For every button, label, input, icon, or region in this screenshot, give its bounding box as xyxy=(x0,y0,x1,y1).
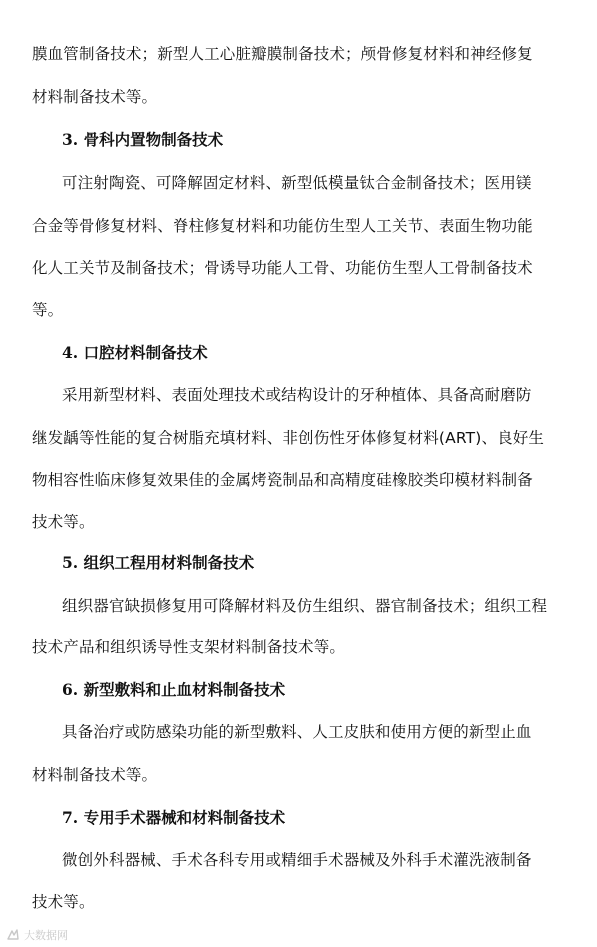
paragraph-line: 继发龋等性能的复合树脂充填材料、非创伤性牙体修复材料(ART)、良好生 xyxy=(32,429,545,447)
paragraph-line: 化人工关节及制备技术；骨诱导功能人工骨、功能仿生型人工骨制备技术 xyxy=(32,259,533,277)
watermark xyxy=(6,926,68,944)
paragraph-line: 材料制备技术等。 xyxy=(32,766,158,784)
section-heading-7: 7. 专用手术器械和材料制备技术 xyxy=(62,808,286,827)
section-heading-3: 3. 骨科内置物制备技术 xyxy=(62,130,224,149)
paragraph-line: 合金等骨修复材料、脊柱修复材料和功能仿生型人工关节、表面生物功能 xyxy=(32,217,533,235)
paragraph-line: 技术产品和组织诱导性支架材料制备技术等。 xyxy=(32,638,346,656)
paragraph-line: 膜血管制备技术；新型人工心脏瓣膜制备技术；颅骨修复材料和神经修复 xyxy=(32,45,533,63)
paragraph-line: 采用新型材料、表面处理技术或结构设计的牙种植体、具备高耐磨防 xyxy=(62,386,532,404)
section-heading-6: 6. 新型敷料和止血材料制备技术 xyxy=(62,680,286,699)
section-heading-4: 4. 口腔材料制备技术 xyxy=(62,343,208,362)
paragraph-line: 组织器官缺损修复用可降解材料及仿生组织、器官制备技术；组织工程 xyxy=(62,597,548,615)
paragraph-line: 技术等。 xyxy=(32,893,95,911)
paragraph-line: 微创外科器械、手术各科专用或精细手术器械及外科手术灌洗液制备 xyxy=(62,851,532,869)
paragraph-line: 技术等。 xyxy=(32,513,95,531)
paragraph-line: 物相容性临床修复效果佳的金属烤瓷制品和高精度硅橡胶类印模材料制备 xyxy=(32,471,533,489)
paragraph-line: 材料制备技术等。 xyxy=(32,88,158,106)
watermark-text: 大数据网 xyxy=(24,929,68,942)
section-heading-5: 5. 组织工程用材料制备技术 xyxy=(62,553,255,572)
watermark-logo-icon xyxy=(6,928,20,942)
paragraph-line: 具备治疗或防感染功能的新型敷料、人工皮肤和使用方便的新型止血 xyxy=(62,723,532,741)
paragraph-line: 可注射陶瓷、可降解固定材料、新型低模量钛合金制备技术；医用镁 xyxy=(62,174,532,192)
paragraph-line: 等。 xyxy=(32,301,64,319)
